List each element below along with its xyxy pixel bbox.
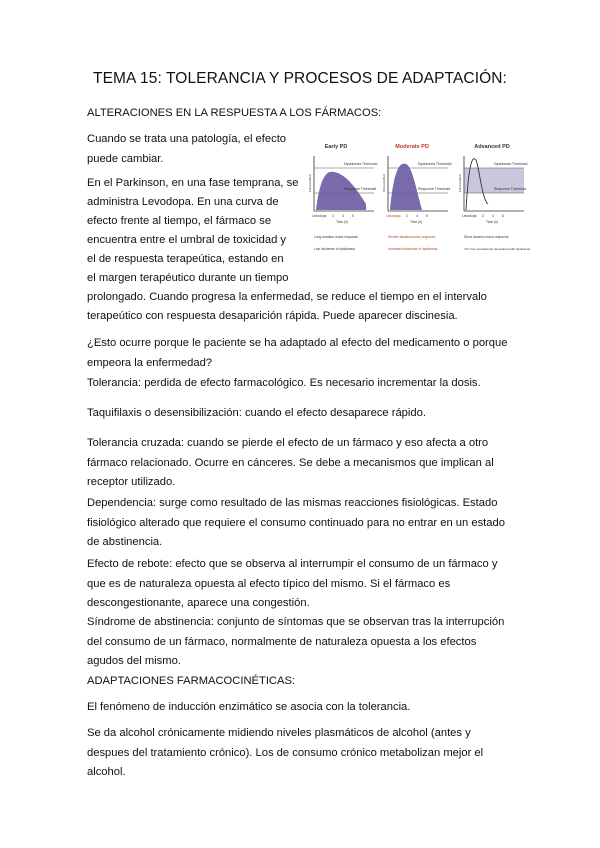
panel-advanced-ylabel: Clinical Effect: [458, 173, 462, 193]
panel-early-drug: Levodopa: [312, 214, 327, 218]
panel-early-dysk-label: Dyskinesia Threshold: [344, 162, 378, 166]
paragraph-intro: Cuando se trata una patología, el efecto puede cambiar.: [87, 133, 287, 165]
section-heading-farmacocineticas: ADAPTACIONES FARMACOCINÉTICAS:: [87, 675, 296, 687]
paragraph-tolerancia: Tolerancia: perdida de efecto farmacológico. Es necesario incrementar la dosis.: [87, 377, 481, 389]
paragraph-efecto-rebote: Efecto de rebote: efecto que se observa al interrumpir el consumo de un fármaco y que es de naturaleza opuesta al efecto típico del mismo. Si el fármaco es descongestionante, aparece una congestión.: [87, 558, 498, 610]
parkinson-line-3: efecto frente al tiempo, el fármaco se: [87, 215, 272, 227]
parkinson-line-2: administra Levodopa. En una curva de: [87, 196, 279, 208]
panel-early-title: Early PD: [324, 144, 348, 150]
panel-moderate-tick-2: 4: [416, 214, 418, 218]
section-heading-alteraciones: ALTERACIONES EN LA RESPUESTA A LOS FÁRMACOS:: [87, 107, 382, 119]
panel-moderate-tick-3: 6: [426, 214, 428, 218]
panel-advanced-title: Advanced PD: [474, 144, 510, 150]
paragraph-question: ¿Esto ocurre porque le paciente se ha adaptado al efecto del medicamento o porque empeora la enfermedad?: [87, 337, 508, 369]
panel-advanced-note-2: 'On' time consistently associated with dyskinesia: [464, 247, 530, 251]
panel-advanced-note-1: Short duration motor response: [464, 235, 509, 239]
panel-moderate-drug: Levodopa: [386, 214, 401, 218]
panel-advanced-resp-label: Response Threshold: [494, 187, 527, 191]
panel-advanced-drug: Levodopa: [462, 214, 477, 218]
panel-moderate-title: Moderate PD: [395, 144, 429, 150]
panel-advanced-tick-1: 2: [482, 214, 484, 218]
paragraph-induccion: El fenómeno de inducción enzimático se asocia con la tolerancia.: [87, 701, 411, 713]
panel-early-note-2: Low incidence of dyskinesia: [314, 247, 355, 251]
panel-advanced-tick-3: 6: [502, 214, 504, 218]
parkinson-line-6: el margen terapéutico durante un tiempo: [87, 272, 289, 284]
panel-early-tick-2: 4: [342, 214, 344, 218]
panel-advanced-pd: [458, 144, 530, 251]
parkinson-figure-svg: [306, 138, 530, 288]
panel-moderate-note-1: Shorter duration motor response: [388, 235, 436, 239]
panel-moderate-pd: [382, 144, 451, 251]
panel-moderate-dysk-label: Dyskinesia Threshold: [418, 162, 452, 166]
panel-early-pd: [308, 144, 377, 251]
parkinson-line-1: En el Parkinson, en una fase temprana, se: [87, 177, 299, 189]
page-title: TEMA 15: TOLERANCIA Y PROCESOS DE ADAPTACIÓN:: [93, 70, 507, 87]
panel-early-ylabel: Clinical Effect: [308, 173, 312, 193]
panel-moderate-note-2: Increased incidence of dyskinesia: [388, 247, 438, 251]
panel-advanced-dysk-label: Dyskinesia Threshold: [494, 162, 528, 166]
parkinson-line-8: terapeútico con respuesta desaparición rápida. Puede aparecer discinesia.: [87, 310, 458, 322]
panel-early-tick-3: 6: [352, 214, 354, 218]
panel-moderate-ylabel: Clinical Effect: [382, 173, 386, 193]
panel-moderate-tick-1: 2: [406, 214, 408, 218]
panel-early-resp-label: Response Threshold: [344, 187, 377, 191]
panel-advanced-tick-2: 4: [492, 214, 494, 218]
panel-advanced-xlabel: Time (h): [486, 220, 499, 224]
parkinson-line-4: encuentra entre el umbral de toxicidad y: [87, 234, 287, 246]
panel-moderate-resp-label: Response Threshold: [418, 187, 451, 191]
paragraph-abstinencia: Síndrome de abstinencia: conjunto de síntomas que se observan tras la interrupción del consumo de un fármaco, normalmente de naturaleza opuesta a los efectos agudos del mismo.: [87, 616, 505, 668]
paragraph-alcohol: Se da alcohol crónicamente midiendo niveles plasmáticos de alcohol (antes y despues del tratamiento crónico). Los de consumo crónico metabolizan mejor el alcohol.: [87, 727, 484, 779]
parkinson-line-7: prolongado. Cuando progresa la enfermedad, se reduce el tiempo en el intervalo: [87, 291, 487, 303]
paragraph-taquifilaxis: Taquifilaxis o desensibilización: cuando el efecto desaparece rápido.: [87, 407, 426, 419]
paragraph-tolerancia-cruzada: Tolerancia cruzada: cuando se pierde el efecto de un fármaco y eso afecta a otro fármaco relacionado. Ocurre en cánceres. Se debe a mecanismos que implican al receptor utilizado.: [87, 437, 494, 489]
panel-early-tick-1: 2: [332, 214, 334, 218]
parkinson-line-5: el de respuesta terapeútica, estando en: [87, 253, 284, 265]
panel-early-xlabel: Time (h): [336, 220, 349, 224]
panel-early-note-1: Long duration motor response: [314, 235, 358, 239]
panel-moderate-xlabel: Time (h): [410, 220, 423, 224]
paragraph-dependencia: Dependencia: surge como resultado de las mismas reacciones fisiológicas. Estado fisiológico alterado que requiere el consumo continuado para no entrar en un estado de abstinencia.: [87, 497, 505, 549]
parkinson-figure: [306, 138, 530, 288]
